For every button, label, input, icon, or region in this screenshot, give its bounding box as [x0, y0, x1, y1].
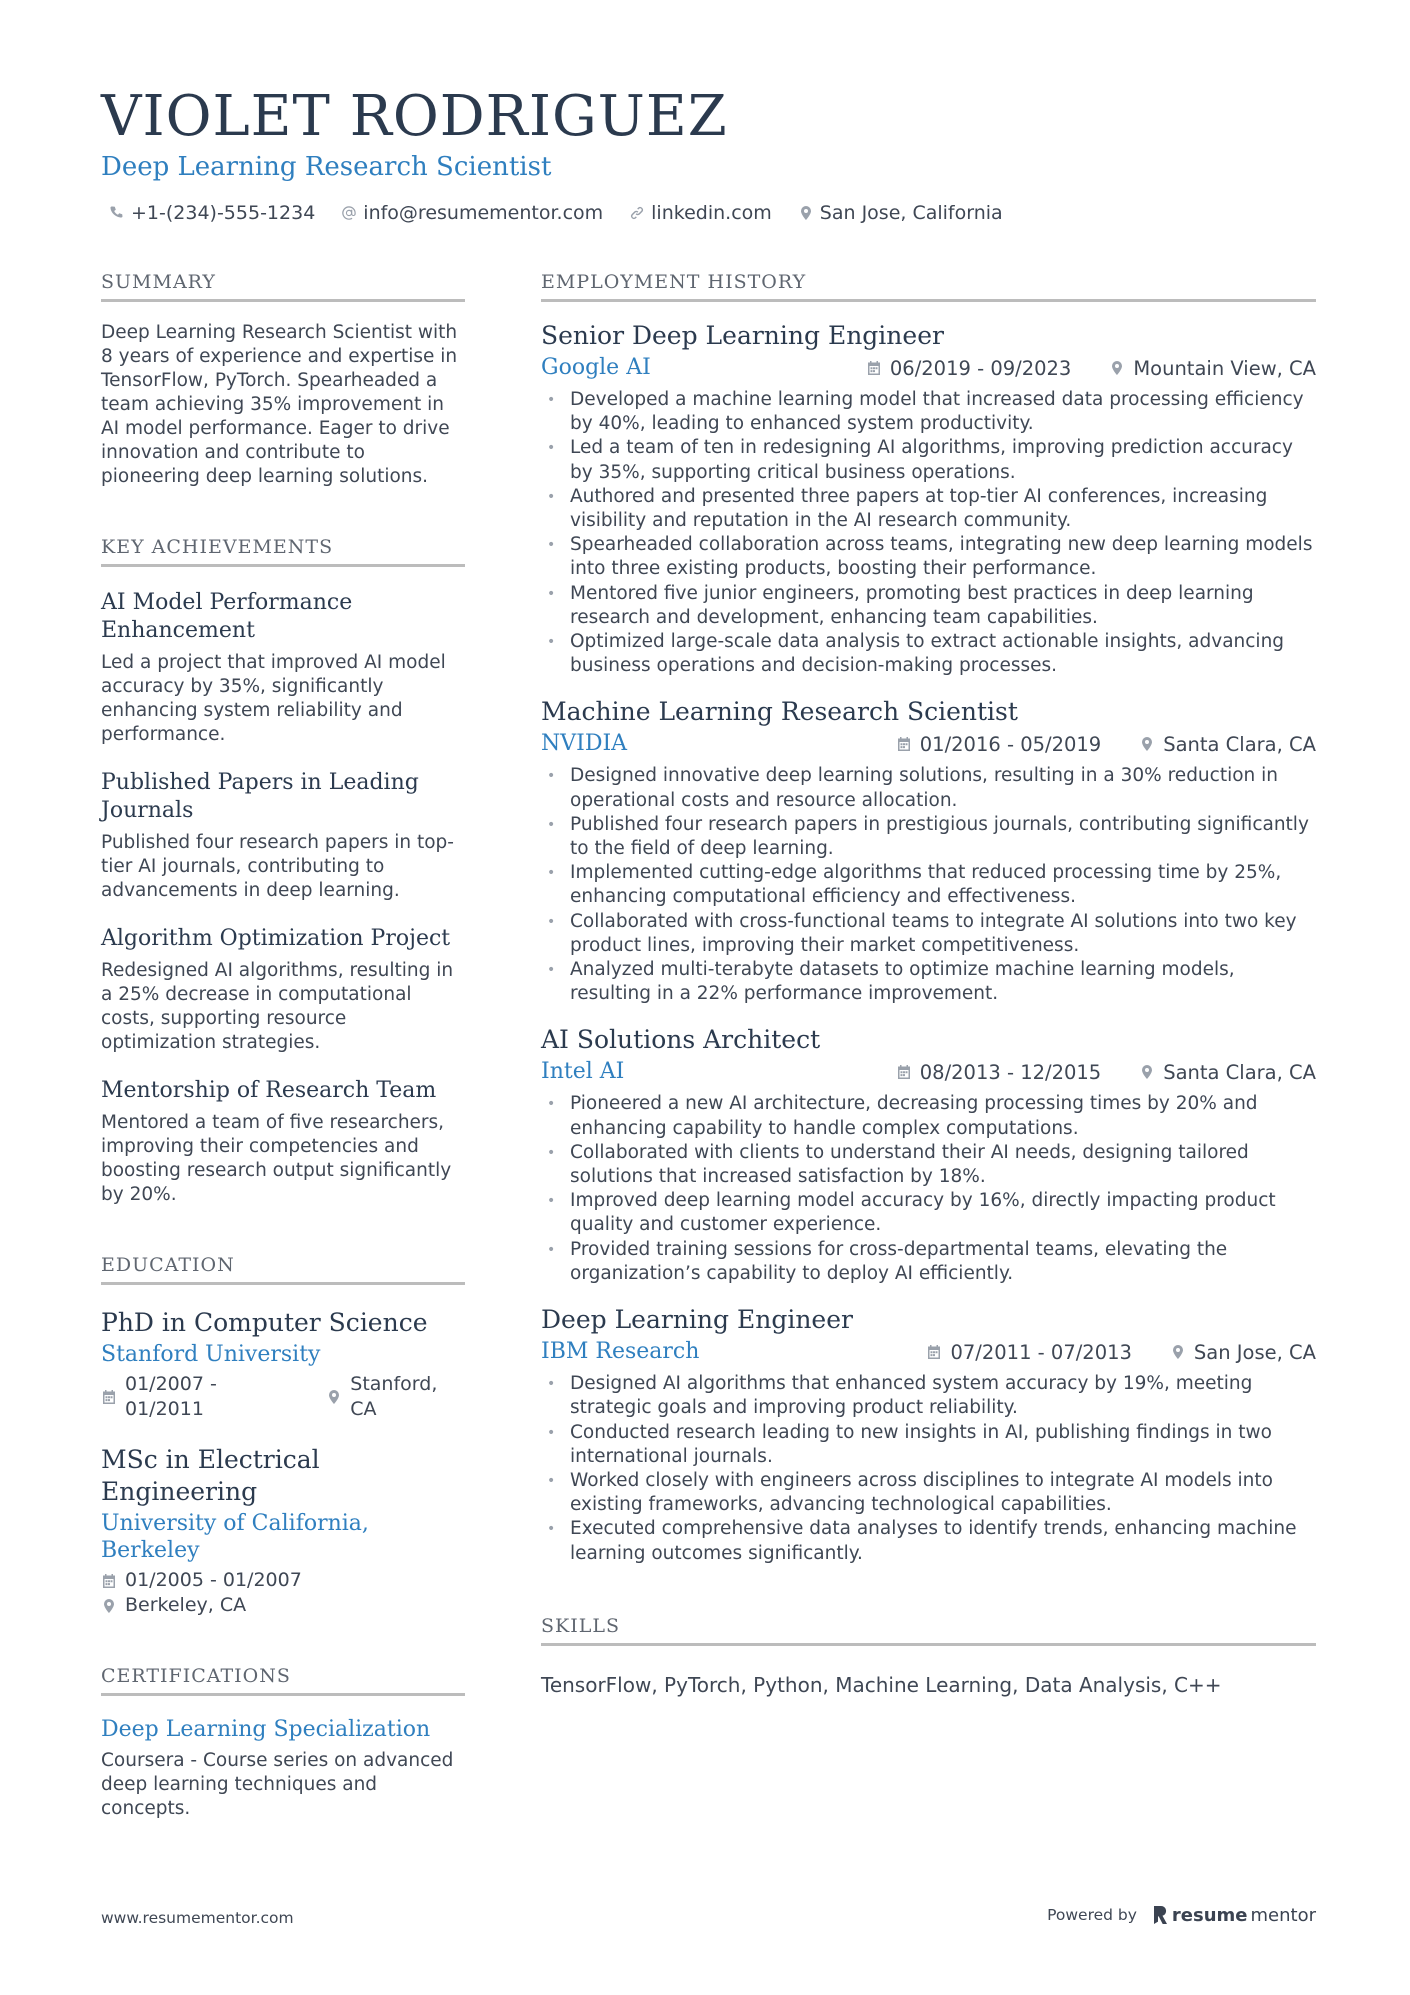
email-text: info@resumementor.com [363, 202, 604, 224]
job-bullet: • Provided training sessions for cross-departmental teams, elevating the organization’s capability to deploy AI efficiently. [541, 1238, 1316, 1286]
job-bullet: • Executed comprehensive data analyses to identify trends, enhancing machine learning outcomes significantly. [541, 1517, 1316, 1565]
company-name: Intel AI [541, 1059, 625, 1085]
education-meta-location [101, 1593, 465, 1618]
phone-icon [109, 205, 125, 221]
section-title: SUMMARY [101, 270, 465, 302]
job-bullets [541, 388, 1316, 678]
contact-linkedin[interactable] [629, 200, 772, 226]
job-title: Machine Learning Research Scientist [541, 697, 1018, 727]
company-name: IBM Research [541, 1339, 700, 1365]
job-location: San Jose, CA [1193, 1340, 1316, 1364]
job-title: Deep Learning Engineer [541, 1305, 853, 1335]
job-bullet: • Designed AI algorithms that enhanced system accuracy by 19%, meeting strategic goals and improving product reliability. [541, 1372, 1316, 1420]
job-entry [541, 320, 1316, 678]
school: University of California, Berkeley [101, 1511, 369, 1563]
school: Stanford University [101, 1342, 321, 1367]
job-header [541, 354, 1316, 382]
job-title: Senior Deep Learning Engineer [541, 321, 944, 350]
resumementor-logo-icon [1151, 1904, 1169, 1926]
job-bullet: • Implemented cutting-edge algorithms that reduced processing time by 25%, enhancing computational efficiency and effectiveness. [541, 861, 1316, 909]
job-bullet: • Authored and presented three papers at top-tier AI conferences, increasing visibility and reputation in the AI research community. [541, 485, 1316, 533]
job-header [541, 1338, 1316, 1366]
job-bullet: • Led a team of ten in redesigning AI algorithms, improving prediction accuracy by 35%, supporting critical business operations. [541, 436, 1316, 484]
map-pin-icon [1109, 360, 1125, 376]
achievement-item [101, 925, 465, 1055]
job-location: Santa Clara, CA [1163, 1060, 1316, 1084]
achievement-item [101, 1077, 465, 1207]
education-dates: 01/2007 - 01/2011 [125, 1373, 217, 1420]
achievement-text: Redesigned AI algorithms, resulting in a 25% decrease in computational costs, supporting resource optimization strategies. [101, 960, 454, 1053]
education-dates: 01/2005 - 01/2007 [125, 1569, 302, 1591]
achievement-item [101, 589, 465, 747]
calendar-icon [926, 1344, 942, 1360]
brand-name-b: mentor [1250, 1904, 1316, 1926]
brand-name-a: resume [1171, 1904, 1248, 1926]
calendar-icon [101, 1573, 117, 1589]
job-header [541, 730, 1316, 758]
candidate-role: Deep Learning Research Scientist [101, 152, 552, 182]
job-bullet: • Collaborated with clients to understand their AI needs, designing tailored solutions that increased satisfaction by 18%. [541, 1141, 1316, 1189]
powered-by-text: Powered by [1047, 1906, 1137, 1924]
company-name: NVIDIA [541, 731, 628, 757]
degree: PhD in Computer Science [101, 1308, 428, 1337]
achievement-text: Published four research papers in top-tier AI journals, contributing to advancements in deep learning. [101, 832, 454, 901]
phone-text: +1-(234)-555-1234 [131, 202, 316, 224]
degree: MSc in Electrical Engineering [101, 1445, 320, 1506]
job-entry [541, 1304, 1316, 1566]
linkedin-text: linkedin.com [651, 202, 772, 224]
contact-email[interactable] [341, 200, 603, 226]
contact-location [798, 200, 1003, 226]
job-location: Santa Clara, CA [1163, 732, 1316, 756]
map-pin-icon [101, 1598, 117, 1614]
job-location: Mountain View, CA [1133, 356, 1316, 380]
company-name: Google AI [541, 355, 651, 380]
job-entry [541, 696, 1316, 1006]
summary-text: Deep Learning Research Scientist with 8 years of experience and expertise in TensorFlow, PyTorch. Spearheaded a team achieving 35% improvement in AI model performance. Eager to drive innovation and contribute to pioneering deep learning solutions. [101, 322, 458, 487]
map-pin-icon [1170, 1344, 1186, 1360]
at-icon [341, 205, 357, 221]
job-bullet: • Published four research papers in prestigious journals, contributing significantly to the field of deep learning. [541, 813, 1316, 861]
right-column [541, 270, 1316, 1698]
job-bullets [541, 1372, 1316, 1566]
education-item [101, 1307, 465, 1422]
section-title: KEY ACHIEVEMENTS [101, 535, 465, 567]
section-title: EMPLOYMENT HISTORY [541, 270, 1316, 302]
map-pin-icon [1139, 1064, 1155, 1080]
job-bullet: • Conducted research leading to new insights in AI, publishing findings in two international journals. [541, 1421, 1316, 1469]
map-pin-icon [326, 1389, 342, 1405]
achievement-title: Published Papers in Leading Journals [101, 770, 419, 823]
candidate-name: VIOLET RODRIGUEZ [101, 84, 728, 149]
achievement-title: Mentorship of Research Team [101, 1078, 437, 1103]
job-bullet: • Optimized large-scale data analysis to extract actionable insights, advancing business operations and decision-making processes. [541, 630, 1316, 678]
achievement-item [101, 769, 465, 903]
job-title: AI Solutions Architect [541, 1025, 821, 1055]
section-title: EDUCATION [101, 1253, 465, 1285]
education-section [101, 1253, 465, 1618]
job-bullets [541, 764, 1316, 1006]
link-icon [629, 205, 645, 221]
footer-url[interactable]: www.resumementor.com [101, 1909, 294, 1927]
calendar-icon [896, 1064, 912, 1080]
job-bullet: • Spearheaded collaboration across teams, integrating new deep learning models into three existing products, boosting their performance. [541, 533, 1316, 581]
calendar-icon [101, 1389, 117, 1405]
job-bullet: • Developed a machine learning model that increased data processing efficiency by 40%, leading to enhanced system productivity. [541, 388, 1316, 436]
job-bullet: • Designed innovative deep learning solutions, resulting in a 30% reduction in operational costs and resource allocation. [541, 764, 1316, 812]
job-bullet: • Collaborated with cross-functional teams to integrate AI solutions into two key product lines, improving their market competitiveness. [541, 910, 1316, 958]
summary-section [101, 270, 465, 489]
job-dates: 07/2011 - 07/2013 [950, 1340, 1132, 1364]
education-meta [101, 1568, 465, 1593]
certifications-section [101, 1664, 465, 1821]
certification-title: Deep Learning Specialization [101, 1717, 431, 1742]
education-item [101, 1444, 465, 1618]
job-meta [896, 1061, 1316, 1084]
job-header [541, 1058, 1316, 1086]
achievements-section [101, 535, 465, 1207]
brand-logo[interactable] [1151, 1904, 1316, 1926]
education-meta [101, 1372, 465, 1422]
job-dates: 08/2013 - 12/2015 [919, 1060, 1102, 1084]
certification-text: Coursera - Course series on advanced deep learning techniques and concepts. [101, 1750, 454, 1819]
job-bullets [541, 1092, 1316, 1286]
powered-by [1047, 1904, 1316, 1926]
job-meta [896, 733, 1316, 756]
skills-section [541, 1614, 1316, 1698]
education-location: Berkeley, CA [125, 1594, 247, 1616]
calendar-icon [866, 360, 882, 376]
section-title: CERTIFICATIONS [101, 1664, 465, 1696]
job-bullet: • Analyzed multi-terabyte datasets to optimize machine learning models, resulting in a 22% performance improvement. [541, 958, 1316, 1006]
calendar-icon [896, 736, 912, 752]
contact-bar [109, 200, 1003, 226]
education-location: Stanford, CA [350, 1373, 438, 1420]
skills-text: TensorFlow, PyTorch, Python, Machine Learning, Data Analysis, C++ [541, 1672, 1222, 1697]
achievement-text: Mentored a team of five researchers, improving their competencies and boosting research output significantly by 20%. [101, 1112, 452, 1205]
employment-section [541, 270, 1316, 1566]
job-bullet: • Mentored five junior engineers, promoting best practices in deep learning research and development, enhancing team capabilities. [541, 582, 1316, 630]
section-title: SKILLS [541, 1614, 1316, 1646]
job-bullet: • Pioneered a new AI architecture, decreasing processing times by 20% and enhancing capability to handle complex computations. [541, 1092, 1316, 1140]
achievement-title: Algorithm Optimization Project [101, 926, 451, 951]
job-meta [926, 1341, 1316, 1364]
job-dates: 01/2016 - 05/2019 [919, 732, 1102, 756]
job-dates: 06/2019 - 09/2023 [889, 356, 1072, 380]
job-bullet: • Worked closely with engineers across disciplines to integrate AI models into existing frameworks, advancing technological capabilities. [541, 1469, 1316, 1517]
achievement-text: Led a project that improved AI model accuracy by 35%, significantly enhancing system reliability and performance. [101, 652, 446, 745]
job-bullet: • Improved deep learning model accuracy by 16%, directly impacting product quality and customer experience. [541, 1189, 1316, 1237]
contact-phone[interactable] [109, 200, 315, 226]
job-entry [541, 1024, 1316, 1286]
job-meta [866, 357, 1316, 380]
map-pin-icon [798, 205, 814, 221]
left-column [101, 270, 465, 1821]
location-text: San Jose, California [819, 202, 1003, 224]
achievement-title: AI Model Performance Enhancement [101, 590, 353, 643]
map-pin-icon [1139, 736, 1155, 752]
